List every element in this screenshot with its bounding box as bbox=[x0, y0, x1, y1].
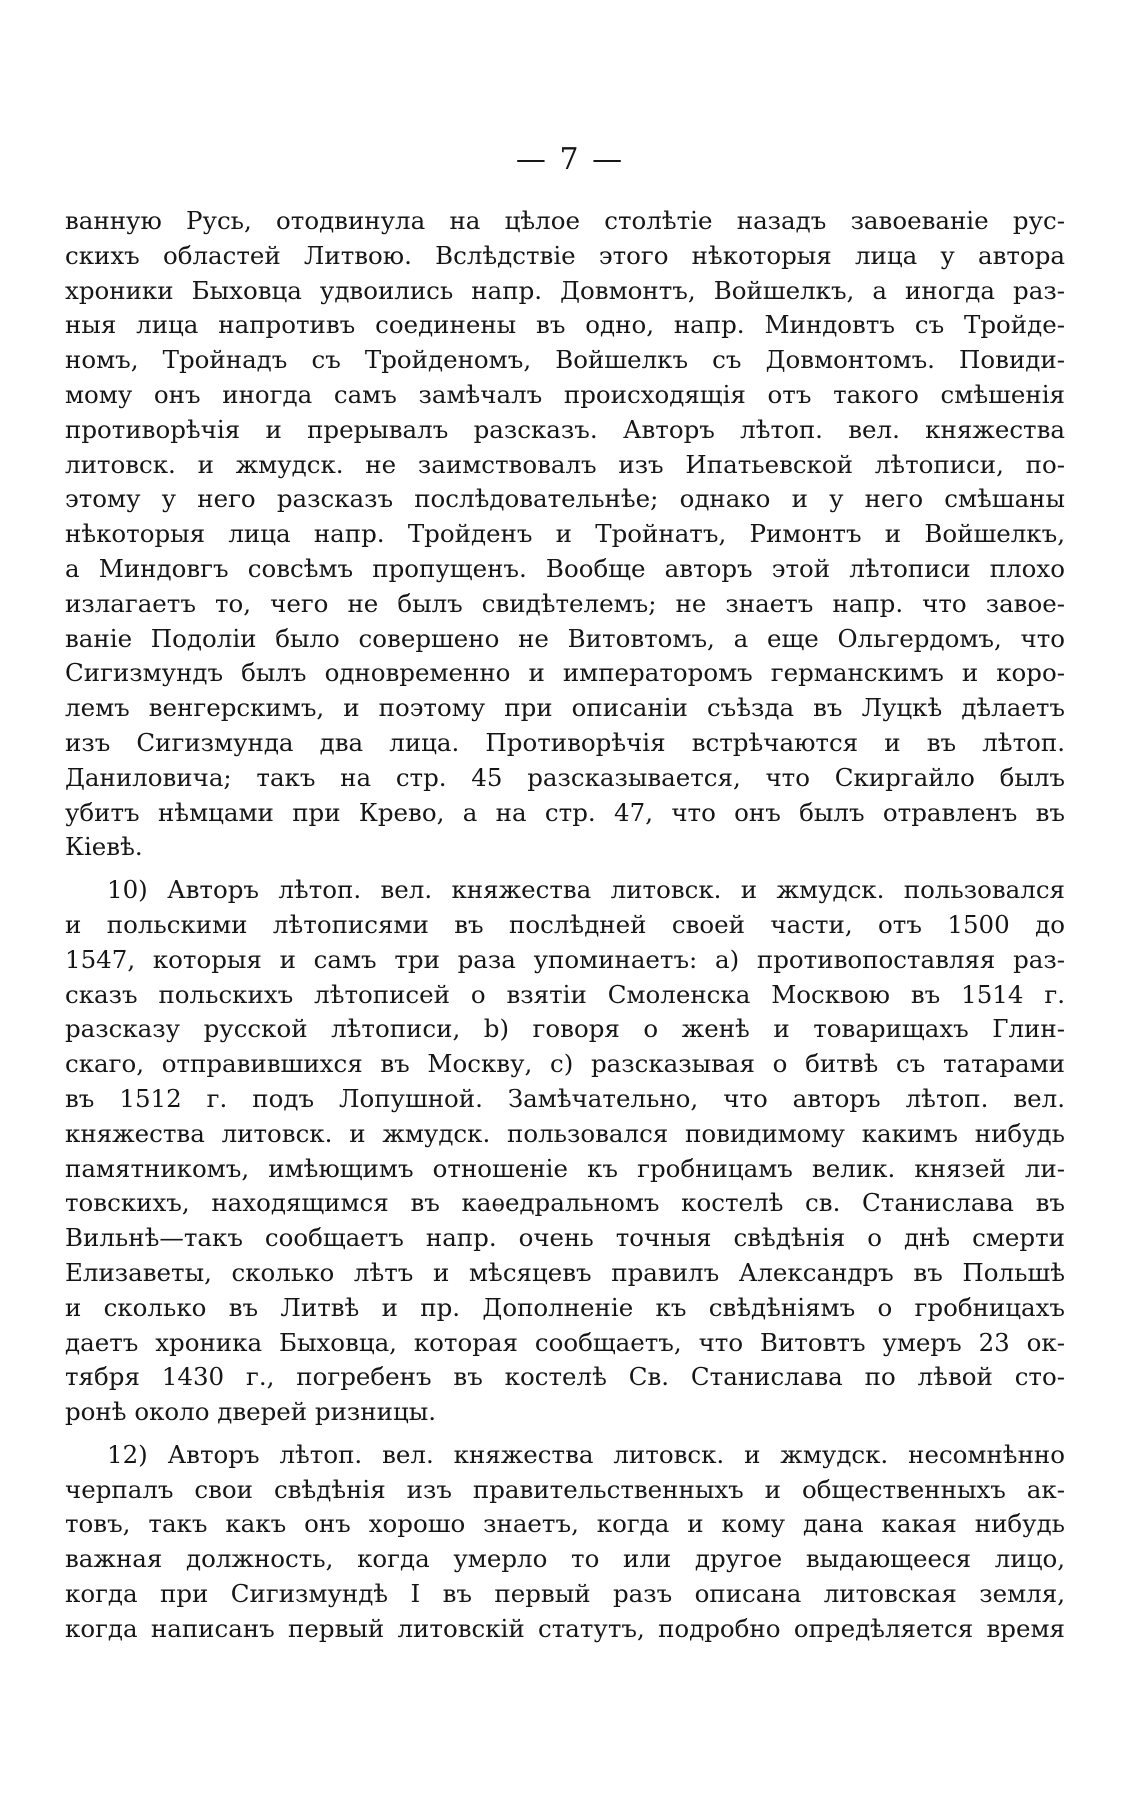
text-line: а Миндовгъ совсѣмъ пропущенъ. Вообще авторъ этой лѣтописи плохо bbox=[65, 553, 1065, 583]
text-line: товъ, такъ какъ онъ хорошо знаетъ, когда и кому дана какая нибудь bbox=[65, 1509, 1065, 1539]
text-line: ваніе Подоліи было совершено не Витовтомъ, а еще Ольгердомъ, что bbox=[65, 623, 1065, 653]
body-text bbox=[65, 204, 1065, 1647]
text-line: 10) Авторъ лѣтоп. вел. княжества литовск. и жмудск. пользовался bbox=[107, 875, 1065, 905]
text-line: убитъ нѣмцами при Крево, а на стр. 47, что онъ былъ отравленъ въ bbox=[65, 797, 1065, 827]
text-line: и польскими лѣтописями въ послѣдней своей части, отъ 1500 до bbox=[65, 909, 1065, 939]
paragraph-12 bbox=[65, 1438, 1065, 1647]
text-line: Сигизмундъ былъ одновременно и императоромъ германскимъ и коро- bbox=[65, 658, 1065, 688]
text-line: ныя лица напротивъ соединены въ одно, напр. Миндовтъ съ Тройде- bbox=[65, 310, 1065, 340]
text-line: изъ Сигизмунда два лица. Противорѣчія встрѣчаются и въ лѣтоп. bbox=[65, 727, 1065, 757]
text-line: этому у него разсказъ послѣдовательнѣе; однако и у него смѣшаны bbox=[65, 484, 1065, 514]
text-line: и сколько въ Литвѣ и пр. Дополненіе къ свѣдѣніямъ о гробницахъ bbox=[65, 1292, 1065, 1322]
text-line: даетъ хроника Быховца, которая сообщаетъ, что Витовтъ умеръ 23 ок- bbox=[65, 1327, 1065, 1357]
text-line: Кіевѣ. bbox=[65, 832, 143, 862]
text-line: Даниловича; такъ на стр. 45 разсказывается, что Скиргайло былъ bbox=[65, 762, 1065, 792]
text-line: излагаетъ то, чего не былъ свидѣтелемъ; не знаетъ напр. что завое- bbox=[65, 588, 1065, 618]
text-line: нѣкоторыя лица напр. Тройденъ и Тройнатъ, Римонтъ и Войшелкъ, bbox=[65, 519, 1065, 549]
text-line: 1547, которыя и самъ три раза упоминаетъ: а) противопоставляя раз- bbox=[65, 944, 1065, 974]
text-line: черпалъ свои свѣдѣнія изъ правительственныхъ и общественныхъ ак- bbox=[65, 1474, 1065, 1504]
text-line: княжества литовск. и жмудск. пользовался повидимому какимъ нибудь bbox=[65, 1118, 1065, 1148]
text-line: памятникомъ, имѣющимъ отношеніе къ гробницамъ велик. князей ли- bbox=[65, 1153, 1065, 1183]
text-line: скаго, отправившихся въ Москву, c) разсказывая о битвѣ съ татарами bbox=[65, 1049, 1065, 1079]
text-line: номъ, Тройнадъ съ Тройденомъ, Войшелкъ съ Довмонтомъ. Повиди- bbox=[65, 345, 1065, 375]
text-line: ванную Русь, отодвинула на цѣлое столѣтіе назадъ завоеваніе рус- bbox=[65, 206, 1065, 235]
text-line: литовск. и жмудск. не заимствовалъ изъ Ипатьевской лѣтописи, по- bbox=[65, 449, 1065, 479]
text-line: сказъ польскихъ лѣтописей о взятіи Смоленска Москвою въ 1514 г. bbox=[65, 979, 1065, 1009]
text-line: скихъ областей Литвою. Вслѣдствіе этого нѣкоторыя лица у автора bbox=[65, 240, 1065, 270]
text-line: ронѣ около дверей ризницы. bbox=[65, 1397, 436, 1427]
text-line: Елизаветы, сколько лѣтъ и мѣсяцевъ правилъ Александръ въ Польшѣ bbox=[65, 1257, 1065, 1287]
paragraph-gap bbox=[65, 1430, 1065, 1438]
text-line: мому онъ иногда самъ замѣчалъ происходящія отъ такого смѣшенія bbox=[65, 379, 1065, 409]
paragraph-10 bbox=[65, 873, 1065, 1430]
text-line: тября 1430 г., погребенъ въ костелѣ Св. Станислава по лѣвой сто- bbox=[65, 1362, 1065, 1392]
text-line: Вильнѣ—такъ сообщаетъ напр. очень точныя свѣдѣнія о днѣ смерти bbox=[65, 1223, 1065, 1253]
text-line: разсказу русской лѣтописи, b) говоря о женѣ и товарищахъ Глин- bbox=[65, 1014, 1065, 1044]
text-line: когда при Сигизмундѣ I въ первый разъ описана литовская земля, bbox=[65, 1579, 1065, 1609]
page-number: — 7 — bbox=[515, 142, 625, 177]
text-line: въ 1512 г. подъ Лопушной. Замѣчательно, что авторъ лѣтоп. вел. bbox=[65, 1083, 1065, 1113]
text-line: хроники Быховца удвоились напр. Довмонтъ, Войшелкъ, а иногда раз- bbox=[65, 275, 1065, 305]
text-line: когда написанъ первый литовскій статутъ, подробно опредѣляется время bbox=[65, 1613, 1065, 1643]
text-line: товскихъ, находящимся въ каѳедральномъ костелѣ св. Станислава въ bbox=[65, 1188, 1065, 1218]
text-line: лемъ венгерскимъ, и поэтому при описаніи съѣзда въ Луцкѣ дѣлаетъ bbox=[65, 693, 1065, 723]
text-line: важная должность, когда умерло то или другое выдающееся лицо, bbox=[65, 1544, 1065, 1574]
paragraph-gap bbox=[65, 865, 1065, 873]
text-line: 12) Авторъ лѣтоп. вел. княжества литовск. и жмудск. несомнѣнно bbox=[107, 1439, 1065, 1469]
paragraph-1 bbox=[65, 204, 1065, 865]
text-line: противорѣчія и прерывалъ разсказъ. Авторъ лѣтоп. вел. княжества bbox=[65, 414, 1065, 444]
